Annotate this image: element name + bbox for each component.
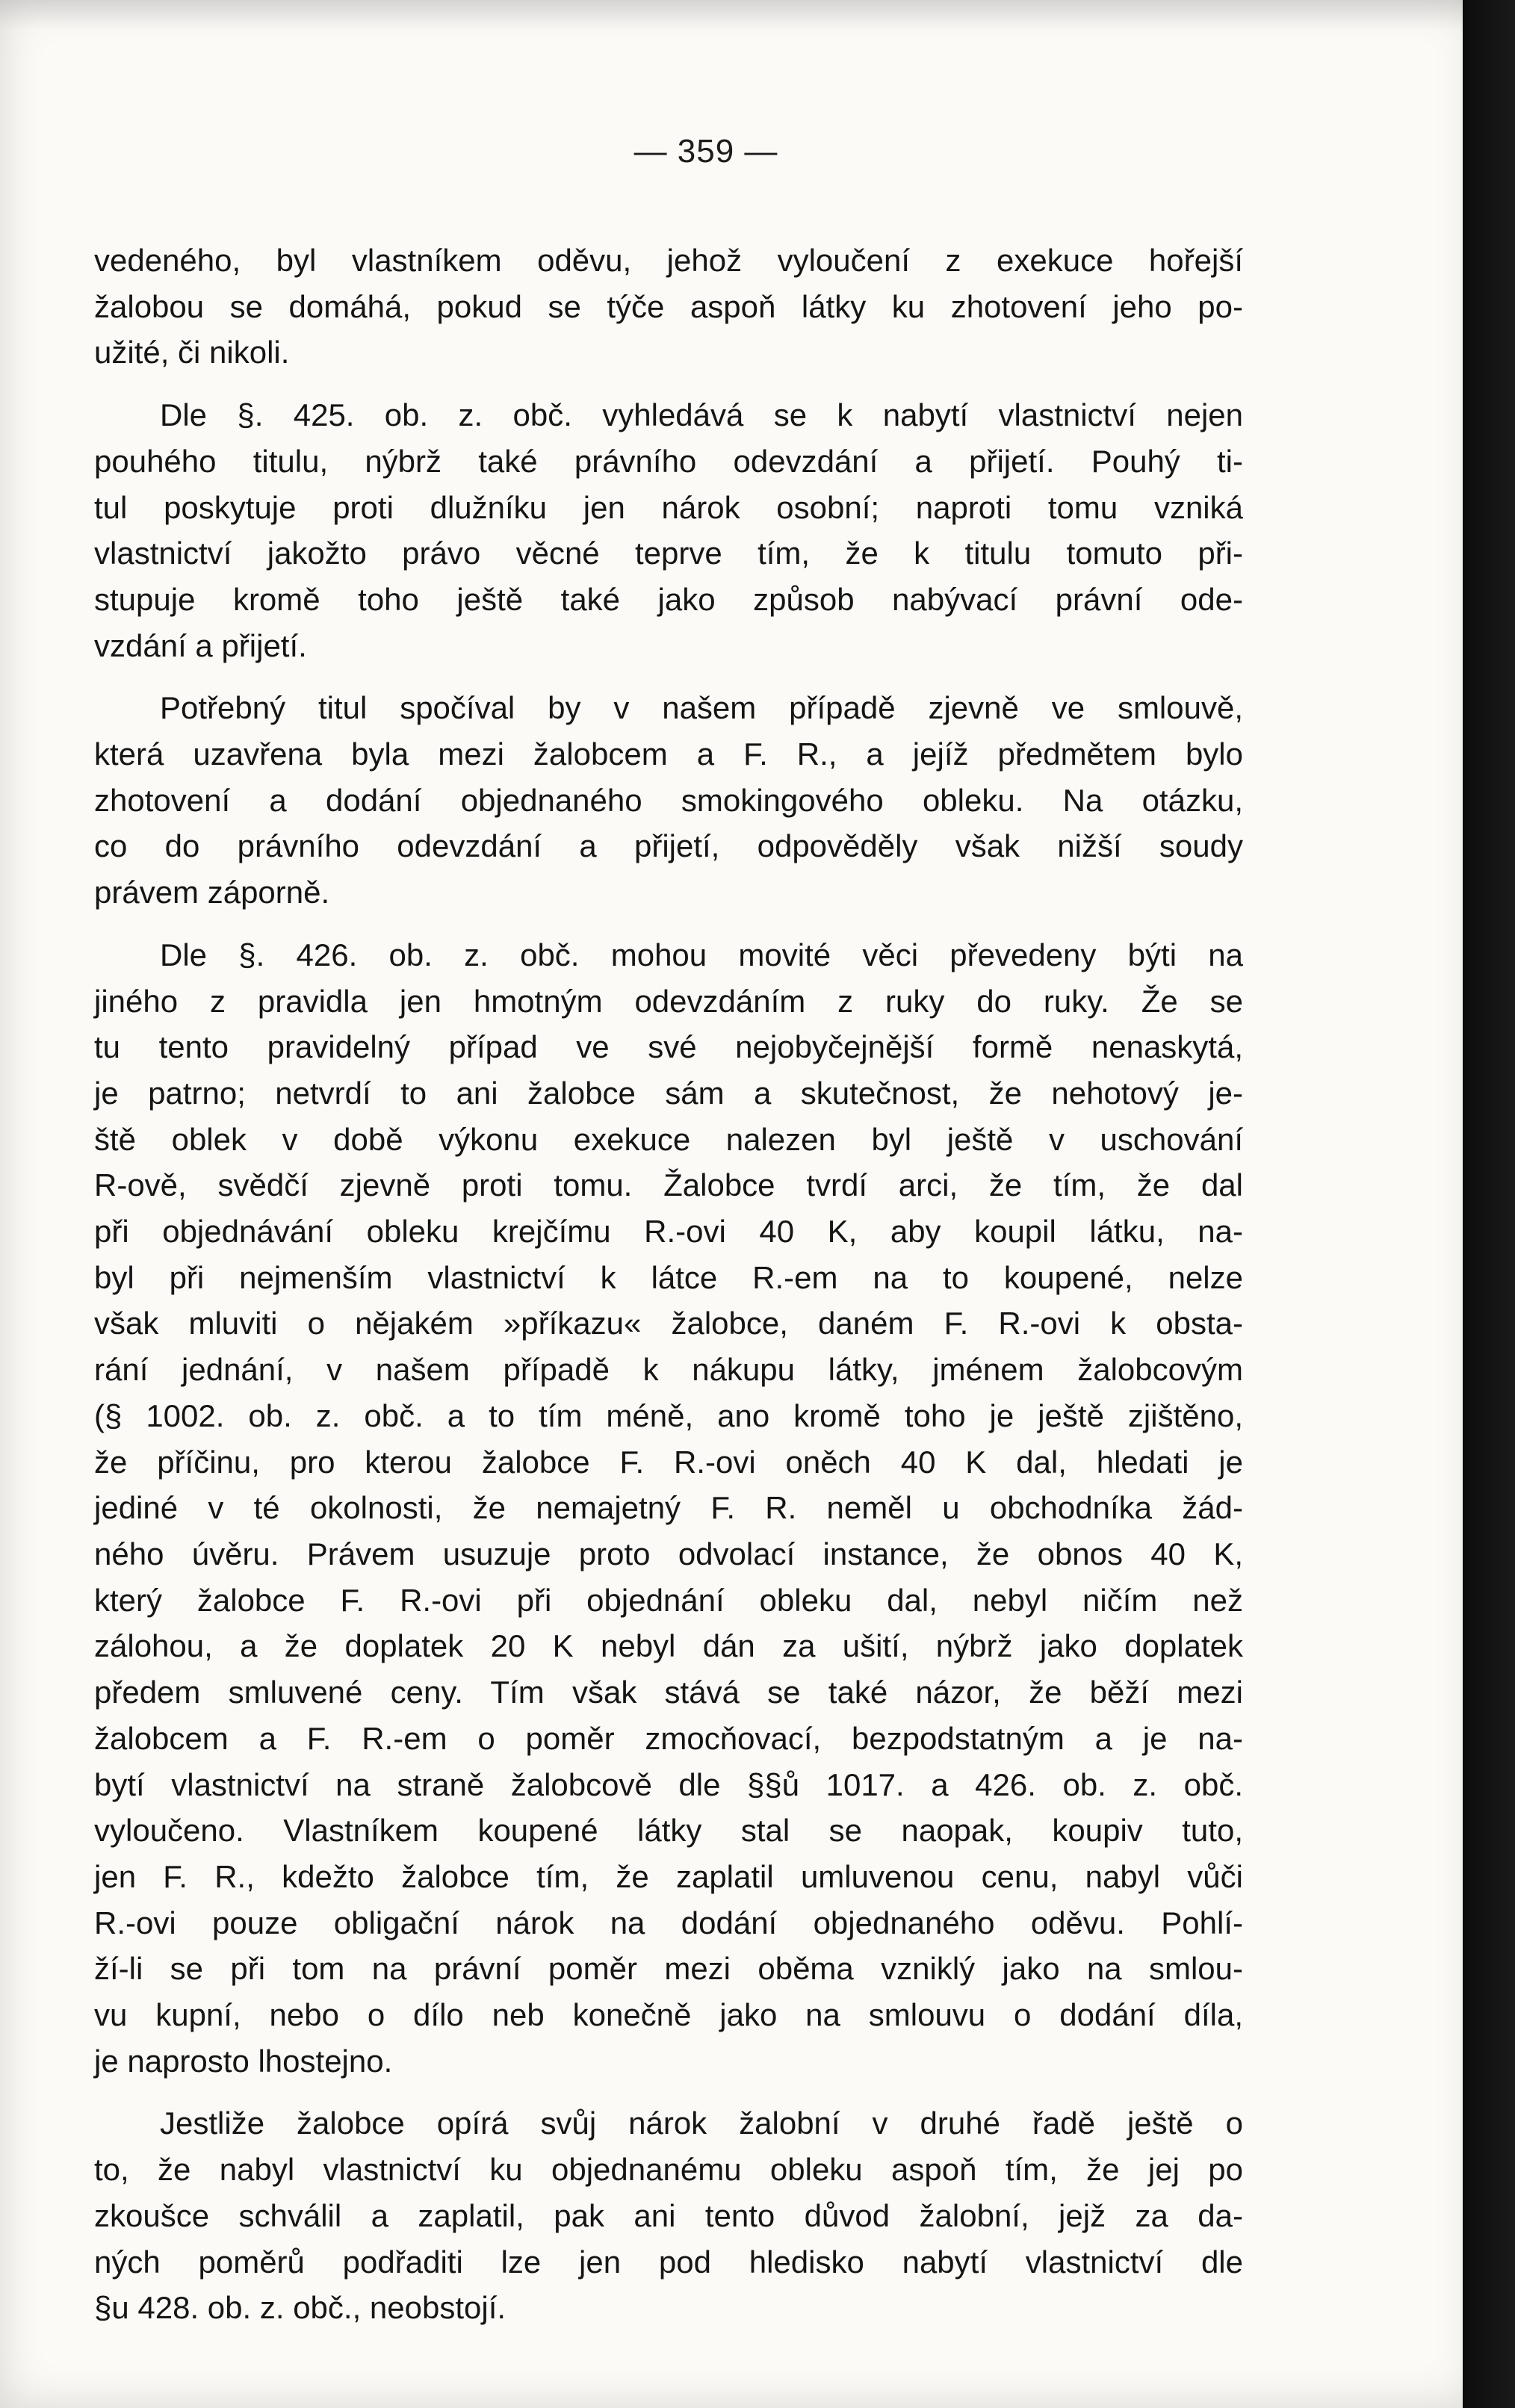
page-number: — 359 — [633,133,778,170]
paragraph-1 [94,238,1243,376]
text-line: vlastnictví jakožto právo věcné teprve tím, že k titulu tomuto při- [94,536,1243,571]
text-line: tu tento pravidelný případ ve své nejobyčejnější formě nenaskytá, [94,1029,1243,1065]
text-line: R.-ovi pouze obligační nárok na dodání objednaného oděvu. Pohlí- [94,1905,1243,1940]
text-line: rání jednání, v našem případě k nákupu látky, jménem žalobcovým [94,1352,1243,1388]
text-line: to, že nabyl vlastnictví ku objednanému obleku aspoň tím, že jej po [94,2152,1243,2188]
text-line: zálohou, a že doplatek 20 K nebyl dán za ušití, nýbrž jako doplatek [94,1628,1243,1664]
text-line: ží-li se při tom na právní poměr mezi oběma vzniklý jako na smlou- [94,1951,1243,1987]
text-line: R-ově, svědčí zjevně proti tomu. Žalobce tvrdí arci, že tím, že dal [94,1167,1243,1203]
text-line: při objednávání obleku krejčímu R.-ovi 40 K, aby koupil látku, na- [94,1214,1243,1250]
text-line: jediné v té okolnosti, že nemajetný F. R. neměl u obchodníka žád- [94,1490,1243,1526]
text-line: Dle §. 425. ob. z. obč. vyhledává se k nabytí vlastnictví nejen [160,397,1243,433]
text-line: ště oblek v době výkonu exekuce nalezen byl ještě v uschování [94,1121,1243,1157]
text-line: bytí vlastnictví na straně žalobcově dle §§ů 1017. a 426. ob. z. obč. [94,1766,1243,1802]
text-line: vyloučeno. Vlastníkem koupené látky stal se naopak, koupiv tuto, [94,1813,1243,1849]
scan-smudge [0,0,1479,30]
text-line: vu kupní, nebo o dílo neb konečně jako na smlouvu o dodání díla, [94,1997,1243,2033]
text-line: byl při nejmenším vlastnictví k látce R.-em na to koupené, nelze [94,1259,1243,1295]
scan-edge [1463,0,1515,2408]
text-line: co do právního odevzdání a přijetí, odpověděly však nižší soudy [94,828,1243,864]
text-line: Dle §. 426. ob. z. obč. mohou movité věci převedeny býti na [160,937,1243,972]
paragraph-3 [94,685,1243,916]
text-line: ného úvěru. Právem usuzuje proto odvolací instance, že obnos 40 K, [94,1536,1243,1571]
text-line: která uzavřena byla mezi žalobcem a F. R., a jejíž předmětem bylo [94,736,1243,772]
text-line: tul poskytuje proti dlužníku jen nárok osobní; naproti tomu vzniká [94,489,1243,525]
text-line: §u 428. ob. z. obč., neobstojí. [94,2290,506,2326]
text-line: stupuje kromě toho ještě také jako způsob nabývací právní ode- [94,581,1243,617]
text-line: Jestliže žalobce opírá svůj nárok žalobní v druhé řadě ještě o [160,2106,1243,2141]
body-text [94,238,1243,2348]
text-line: žalobcem a F. R.-em o poměr zmocňovací, bezpodstatným a je na- [94,1720,1243,1756]
text-line: Potřebný titul spočíval by v našem případě zjevně ve smlouvě, [160,690,1243,726]
paragraph-5 [94,2100,1243,2331]
text-line: je patrno; netvrdí to ani žalobce sám a skutečnost, že nehotový je- [94,1075,1243,1111]
text-line: pouhého titulu, nýbrž také právního odevzdání a přijetí. Pouhý ti- [94,443,1243,479]
text-line: (§ 1002. ob. z. obč. a to tím méně, ano kromě toho je ještě zjištěno, [94,1397,1243,1433]
text-line: zkoušce schválil a zaplatil, pak ani tento důvod žalobní, jejž za da- [94,2197,1243,2233]
text-line: jen F. R., kdežto žalobce tím, že zaplatil umluvenou cenu, nabyl vůči [94,1858,1243,1894]
text-line: předem smluvené ceny. Tím však stává se také názor, že běží mezi [94,1675,1243,1710]
text-line: právem záporně. [94,875,330,910]
text-line: užité, či nikoli. [94,335,290,370]
text-line: žalobou se domáhá, pokud se týče aspoň látky ku zhotovení jeho po- [94,288,1243,324]
text-line: je naprosto lhostejno. [94,2043,393,2079]
text-line: ných poměrů podřaditi lze jen pod hledisko nabytí vlastnictví dle [94,2244,1243,2280]
text-line: však mluviti o nějakém »příkazu« žalobce, daném F. R.-ovi k obsta- [94,1306,1243,1341]
text-line: jiného z pravidla jen hmotným odevzdáním z ruky do ruky. Že se [94,983,1243,1019]
paragraph-2 [94,392,1243,668]
paragraph-4 [94,932,1243,2085]
text-line: zhotovení a dodání objednaného smokingového obleku. Na otázku, [94,782,1243,818]
text-line: vzdání a přijetí. [94,627,307,663]
text-line: který žalobce F. R.-ovi při objednání obleku dal, nebyl ničím než [94,1582,1243,1618]
text-line: vedeného, byl vlastníkem oděvu, jehož vyloučení z exekuce hořejší [94,243,1243,278]
text-line: že příčinu, pro kterou žalobce F. R.-ovi oněch 40 K dal, hledati je [94,1444,1243,1480]
